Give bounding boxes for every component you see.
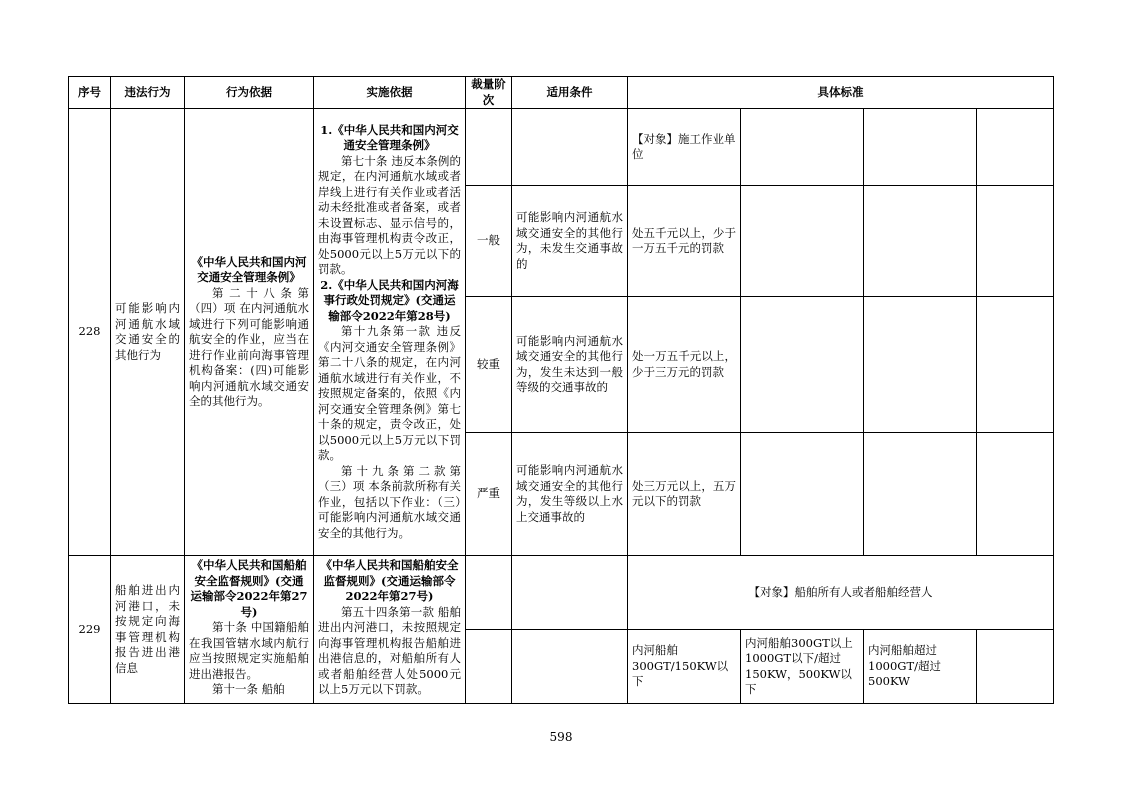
impl-cell <box>314 556 466 704</box>
condition-cell: 可能影响内河通航水域交通安全的其他行为，发生等级以上水上交通事故的 <box>512 433 628 556</box>
level-cell: 较重 <box>466 297 512 433</box>
basis-title: 《中华人民共和国船舶安全监督规则》(交通运输部令2022年第27号) <box>190 558 308 619</box>
penalty-standards-table <box>68 76 1054 704</box>
impl-text-2: 第十九条第一款 违反《内河交通安全管理条例》第二十八条的规定，在内河通航水域进行有关作业，不按照规定备案的，依照《内河交通安全管理条例》第七十条的规定，责令改正，处以5000元以上5万元以下罚款。 <box>318 324 461 463</box>
basis-text-1: 第十条 中国籍船舶在我国管辖水域内航行应当按照规定实施船舶进出港报告。 <box>189 620 309 681</box>
basis-cell <box>185 556 314 704</box>
target-cell: 【对象】施工作业单位 <box>628 109 741 186</box>
header-seq: 序号 <box>69 77 111 109</box>
impl-text-1: 第七十条 违反本条例的规定，在内河通航水域或者岸线上进行有关作业或者活动未经批准或者备案，或者未设置标志、显示信号的，由海事管理机构责令改正，处5000元以上5万元以下的罚款。 <box>318 153 461 277</box>
seq-cell: 229 <box>69 556 111 704</box>
condition-cell: 可能影响内河通航水域交通安全的其他行为，未发生交通事故的 <box>512 186 628 297</box>
basis-text: 第二十八条第（四）项 在内河通航水域进行下列可能影响通航安全的作业，应当在进行作业前向海事管理机构备案：(四)可能影响内河通航水域交通安全的其他行为。 <box>189 285 309 408</box>
basis-text-2: 第十一条 船舶 <box>212 682 285 696</box>
basis-title: 《中华人民共和国内河交通安全管理条例》 <box>191 254 307 284</box>
header-level: 裁量阶次 <box>466 77 512 109</box>
level-cell: 严重 <box>466 433 512 556</box>
standard-cell: 处一万五千元以上，少于三万元的罚款 <box>628 297 741 433</box>
standard-cell: 处五千元以上，少于一万五千元的罚款 <box>628 186 741 297</box>
impl-title-1: 1.《中华人民共和国内河交通安全管理条例》 <box>320 122 459 153</box>
header-behavior: 违法行为 <box>111 77 185 109</box>
impl-text: 第五十四条第一款 船舶进出内河港口，未按照规定向海事管理机构报告船舶进出港信息的，对船舶所有人或者船舶经营人处5000元以上5万元以下罚款。 <box>318 604 461 696</box>
sub-standard-cell: 内河船舶超过1000GT/超过500KW <box>864 630 977 704</box>
standard-cell: 处三万元以上，五万元以下的罚款 <box>628 433 741 556</box>
target-cell: 【对象】船舶所有人或者船舶经营人 <box>628 556 1054 630</box>
condition-cell-empty <box>512 109 628 186</box>
impl-cell <box>314 109 466 556</box>
header-impl: 实施依据 <box>314 77 466 109</box>
table-row <box>69 556 1054 630</box>
seq-cell: 228 <box>69 109 111 556</box>
table-row <box>69 109 1054 186</box>
basis-cell <box>185 109 314 556</box>
page-number: 598 <box>549 730 573 744</box>
behavior-cell: 船舶进出内河港口，未按规定向海事管理机构报告进出港信息 <box>111 556 185 704</box>
header-basis: 行为依据 <box>185 77 314 109</box>
behavior-cell: 可能影响内河通航水域交通安全的其他行为 <box>111 109 185 556</box>
header-condition: 适用条件 <box>512 77 628 109</box>
level-cell: 一般 <box>466 186 512 297</box>
header-row <box>69 77 1054 109</box>
impl-text-3: 第十九条第二款第（三）项 本条前款所称有关作业，包括以下作业：（三）可能影响内河通航水域交通安全的其他行为。 <box>318 463 461 540</box>
sub-standard-cell: 内河船舶300GT/150KW以下 <box>628 630 741 704</box>
impl-title-2: 2.《中华人民共和国内河海事行政处罚规定》(交通运输部令2022年第28号) <box>320 277 459 323</box>
impl-title: 《中华人民共和国船舶安全监督规则》(交通运输部令2022年第27号) <box>320 558 459 603</box>
header-standard: 具体标准 <box>628 77 1054 109</box>
condition-cell: 可能影响内河通航水域交通安全的其他行为，发生未达到一般等级的交通事故的 <box>512 297 628 433</box>
sub-standard-cell: 内河船舶300GT以上1000GT以下/超过150KW，500KW以下 <box>741 630 864 704</box>
level-cell-empty <box>466 109 512 186</box>
